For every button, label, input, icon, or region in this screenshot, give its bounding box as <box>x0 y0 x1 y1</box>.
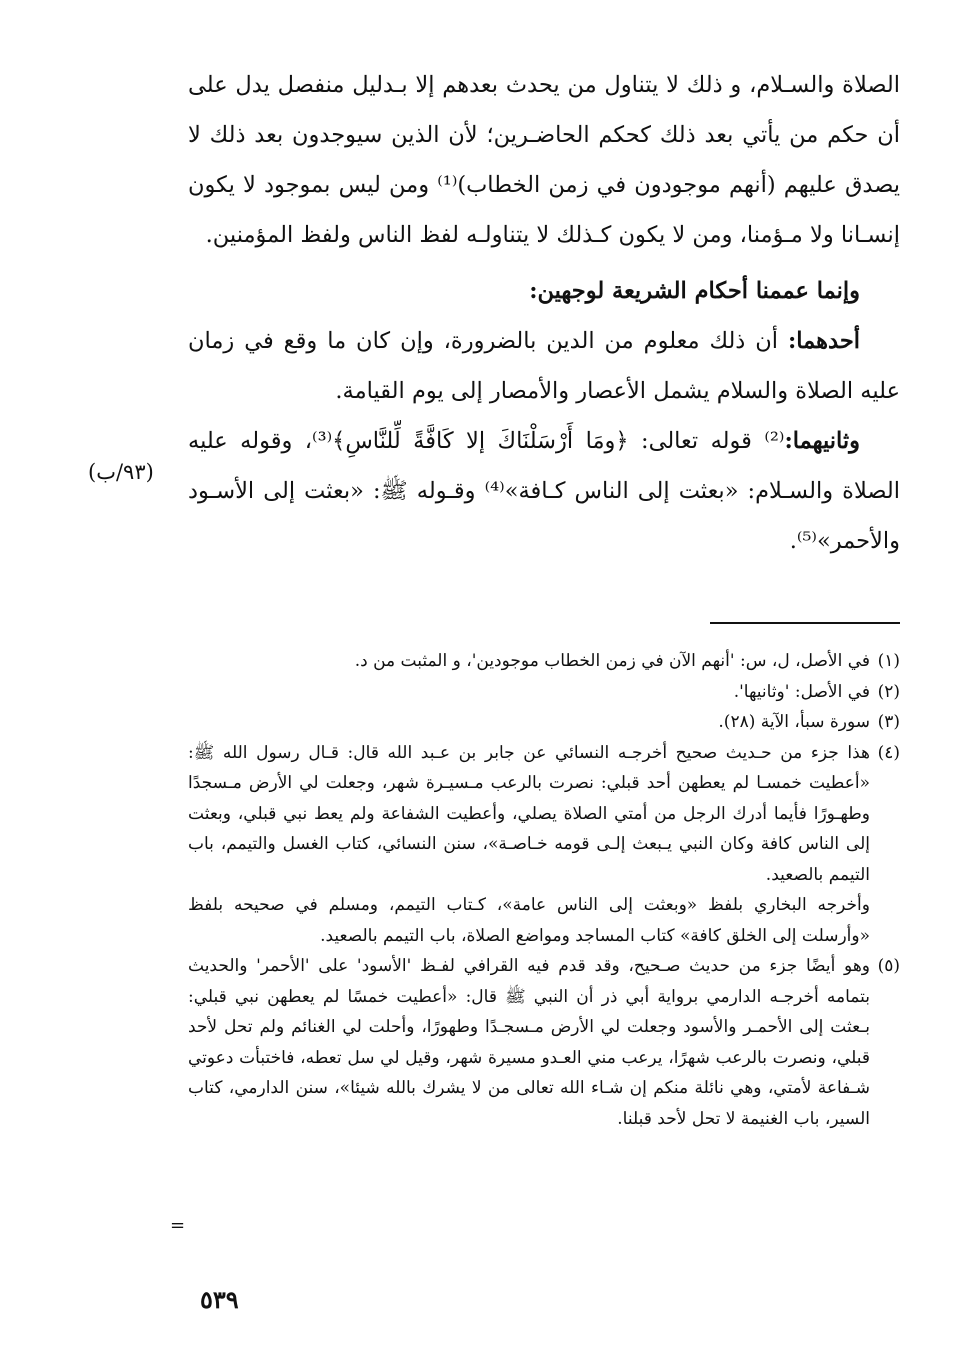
footnotes <box>188 646 900 1134</box>
footnote-text: في الأصل: 'وثانيها'. <box>733 681 870 702</box>
footnote-number: (٣) <box>877 712 900 732</box>
footnote-text: سورة سبأ، الآية (٢٨). <box>718 712 870 732</box>
footnote-4-continuation <box>188 890 900 951</box>
paragraph-2-lead: أحدهما: <box>787 328 860 354</box>
footnote-separator <box>710 622 900 624</box>
footnote-number: (١) <box>877 651 900 671</box>
footnote-text: هذا جزء من حـديث صحيح أخرجـه النسائي عن جابر بن عـبد الله قال: قـال رسول الله ﷺ: «أعطيت خمسـا لم يعطهن أحد قبلي: نصرت بالرعب مـسيـرة شهر، وجعلت لي الأرض مـسجدًا وطهـورًا فأيما أدرك الرجل من أمتي الصلاة يصلي، وأعطيت الشفاعة ولم يعط نبي قبلي، وبعثت إلى الناس كافة وكان النبي يـبعث إلـى قومه خـاصـة»، سنن النسائي، كتاب الغسل والتيمم، باب التيمم بالصعيد. <box>188 742 870 885</box>
paragraph-2 <box>188 316 900 416</box>
paragraph-3-text: ⁽²⁾ قوله تعالى: ﴿ومَا أَرْسَلْنَاكَ إلا كَافَّةً لِّلنَّاسِ﴾⁽³⁾، وقوله عليه الصلاة والسـلام: «بعثت إلى الناس كـافة»⁽⁴⁾ وقـوله ﷺ: «بعثت إلى الأسـود والأحمر»⁽⁵⁾. <box>188 428 900 554</box>
footnote-text: في الأصل، ل، س: 'أنهم الآن في زمن الخطاب موجودين'، و المثبت من د. <box>354 651 870 671</box>
footnote-3 <box>188 707 900 738</box>
footnote-text: وأخرجه البخاري بلفظ «وبعثت إلى الناس عامة»، كـتاب التيمم، ومسلم في صحيحه بلفظ «وأرسلت إلى الخلق كافة» كتاب المساجد ومواضع الصلاة، باب التيمم بالصعيد. <box>188 895 870 946</box>
paragraph-1: الصلاة والسـلام، و ذلك لا يتناول من يحدث بعدهم إلا بـدليل منفصل يدل على أن حكم من يأتي بعد ذلك كحكم الحاضـرين؛ لأن الذين سيوجدون بعد ذلك لا يصدق عليهم (أنهم موجودون في زمن الخطاب)⁽¹⁾ ومن ليس بموجود لا يكون إنسـانا ولا مـؤمنا، ومن لا يكون كـذلك لا يتناولـه لفظ الناس ولفظ المؤمنين. <box>188 72 901 248</box>
paragraph-3 <box>188 416 900 566</box>
footnote-number: (٢) <box>877 681 900 702</box>
footnote-4 <box>188 738 900 891</box>
marginal-folio-reference: (٩٣/ب) <box>88 460 154 484</box>
paragraph-3-lead: وثانيهما: <box>784 428 861 454</box>
footnote-1 <box>188 646 900 677</box>
footnote-number: (٥) <box>877 956 900 976</box>
footnote-number: (٤) <box>877 742 900 763</box>
page-number: ٥٣٩ <box>200 1285 239 1314</box>
paragraph-2-text: أن ذلك معلوم من الدين بالضرورة، وإن كان ما وقع في زمان عليه الصلاة والسلام يشمل الأعصار والأمصار إلى يوم القيامة. <box>188 328 900 404</box>
section-heading: وإنما عممنا أحكام الشريعة لوجهين: <box>529 278 860 304</box>
main-text <box>188 60 900 566</box>
footnote-5 <box>188 951 900 1134</box>
edge-mark: = <box>170 1215 186 1236</box>
footnote-text: وهو أيضًا جزء من حديث صـحيح، وقد قدم فيه القرافي لفـظ 'الأسود' على 'الأحمر' والحديث بتمامه أخرجـه الدارمي برواية أبي ذر أن النبي ﷺ قال: «أعطيت خمسًا لم يعطهن نبي قبلي: بـعثت إلى الأحمـر والأسود وجعلت لي الأرض مـسجـدًا وطهورًا، وأحلت لي الغنائم ولم تحل لأحد قبلي، ونصرت بالرعب شهرًا، يرعب مني العـدو مسيرة شهر، وقيل لي سل تعطه، فاختبأت دعوتي شـفاعة لأمتي، وهي نائلة منكم إن شـاء الله تعالى من لا يشرك بالله شيئا»، سنن الدارمي، كتاب السير، باب الغنيمة لا تحل لأحد قبلنا. <box>188 956 870 1129</box>
footnote-2 <box>188 677 900 708</box>
